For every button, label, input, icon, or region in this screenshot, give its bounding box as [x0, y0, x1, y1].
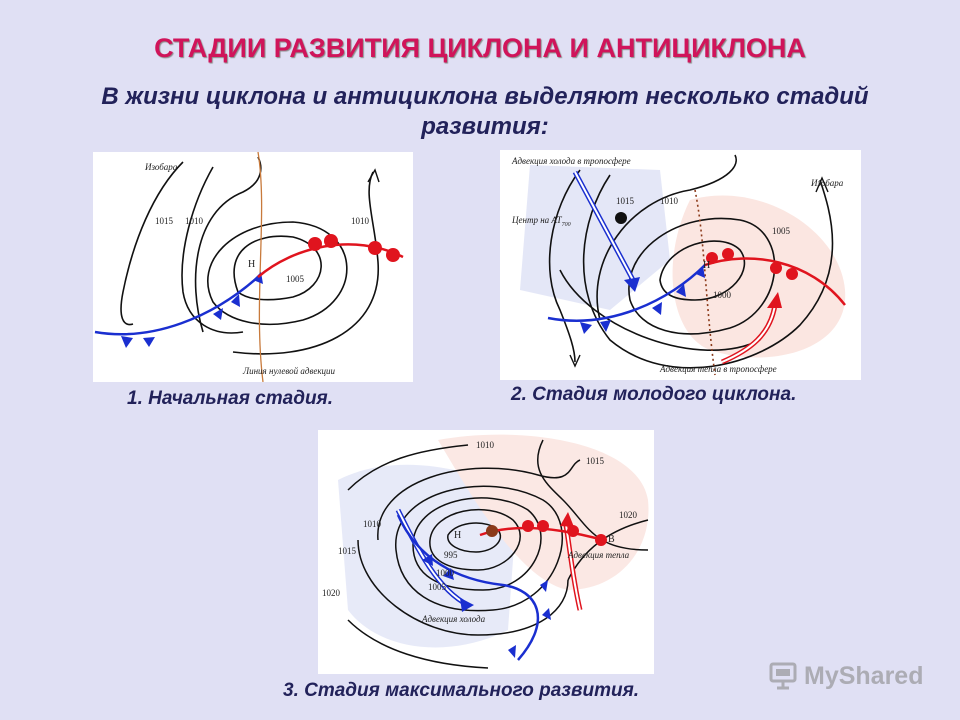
label-1010-left: 1010 — [363, 519, 381, 529]
label-1010-left: 1010 — [185, 216, 203, 226]
label-1005: 1005 — [428, 582, 446, 592]
label-low-pressure: Н — [703, 260, 711, 271]
label-high-pressure: В — [608, 534, 615, 545]
label-1015-top: 1015 — [586, 456, 604, 466]
figure-2-map — [500, 150, 861, 380]
label-1015: 1015 — [155, 216, 173, 226]
figure-young-cyclone — [500, 150, 861, 380]
figure-initial-stage — [93, 152, 413, 382]
label-cold-advection: Адвекция холода — [422, 614, 486, 624]
label-warm-advection: Адвекция тепла — [568, 550, 630, 560]
label-1010-right: 1010 — [351, 216, 369, 226]
label-1005: 1005 — [772, 226, 790, 236]
label-low-pressure: Н — [248, 259, 256, 270]
label-1000: 1000 — [436, 568, 454, 578]
label-cold-advection-troposphere: Адвекция холода в тропосфере — [512, 156, 631, 166]
label-1015: 1015 — [616, 196, 634, 206]
caption-young-cyclone: 2. Стадия молодого циклона. — [511, 384, 797, 405]
label-zero-advection: Линия нулевой адвекции — [243, 366, 336, 376]
label-1005: 1005 — [286, 274, 304, 284]
figure-3-map — [318, 430, 654, 674]
label-1020-right: 1020 — [619, 510, 637, 520]
label-warm-advection-troposphere: Адвекция тепла в тропосфере — [660, 364, 777, 374]
label-1015-left: 1015 — [338, 546, 356, 556]
label-1000: 1000 — [713, 290, 731, 300]
figure-maximum-development — [318, 430, 654, 674]
slide-subtitle: В жизни циклона и антициклона выделяют несколько стадий развития: — [101, 83, 869, 140]
label-isobar: Изобара — [811, 178, 844, 188]
label-1010-top: 1010 — [476, 440, 494, 450]
label-1020-left: 1020 — [322, 588, 340, 598]
watermark-text: MyShared — [804, 661, 924, 690]
presentation-board-icon — [768, 661, 798, 691]
label-isobar: Изобара — [145, 162, 178, 172]
caption-initial-stage: 1. Начальная стадия. — [127, 388, 334, 409]
label-995: 995 — [444, 550, 458, 560]
slide-title: СТАДИИ РАЗВИТИЯ ЦИКЛОНА И АНТИЦИКЛОНА — [154, 33, 806, 63]
figure-1-map — [93, 152, 413, 382]
watermark — [768, 656, 928, 696]
label-low-pressure: Н — [454, 530, 462, 541]
label-center-at: Центр на $АТ_{700}$ — [512, 215, 571, 228]
caption-maximum-development: 3. Стадия максимального развития. — [283, 680, 640, 701]
label-1010: 1010 — [660, 196, 678, 206]
